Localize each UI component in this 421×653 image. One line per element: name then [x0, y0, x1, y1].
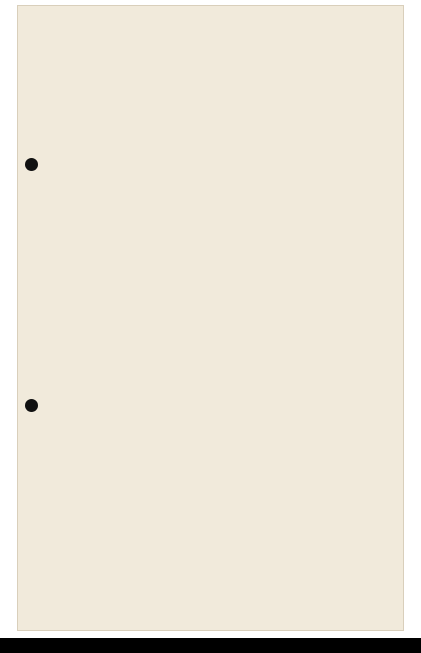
- form-sheet: [18, 6, 403, 630]
- punch-hole-top: [25, 158, 38, 171]
- footer-bar: [0, 638, 421, 653]
- punch-hole-bottom: [25, 399, 38, 412]
